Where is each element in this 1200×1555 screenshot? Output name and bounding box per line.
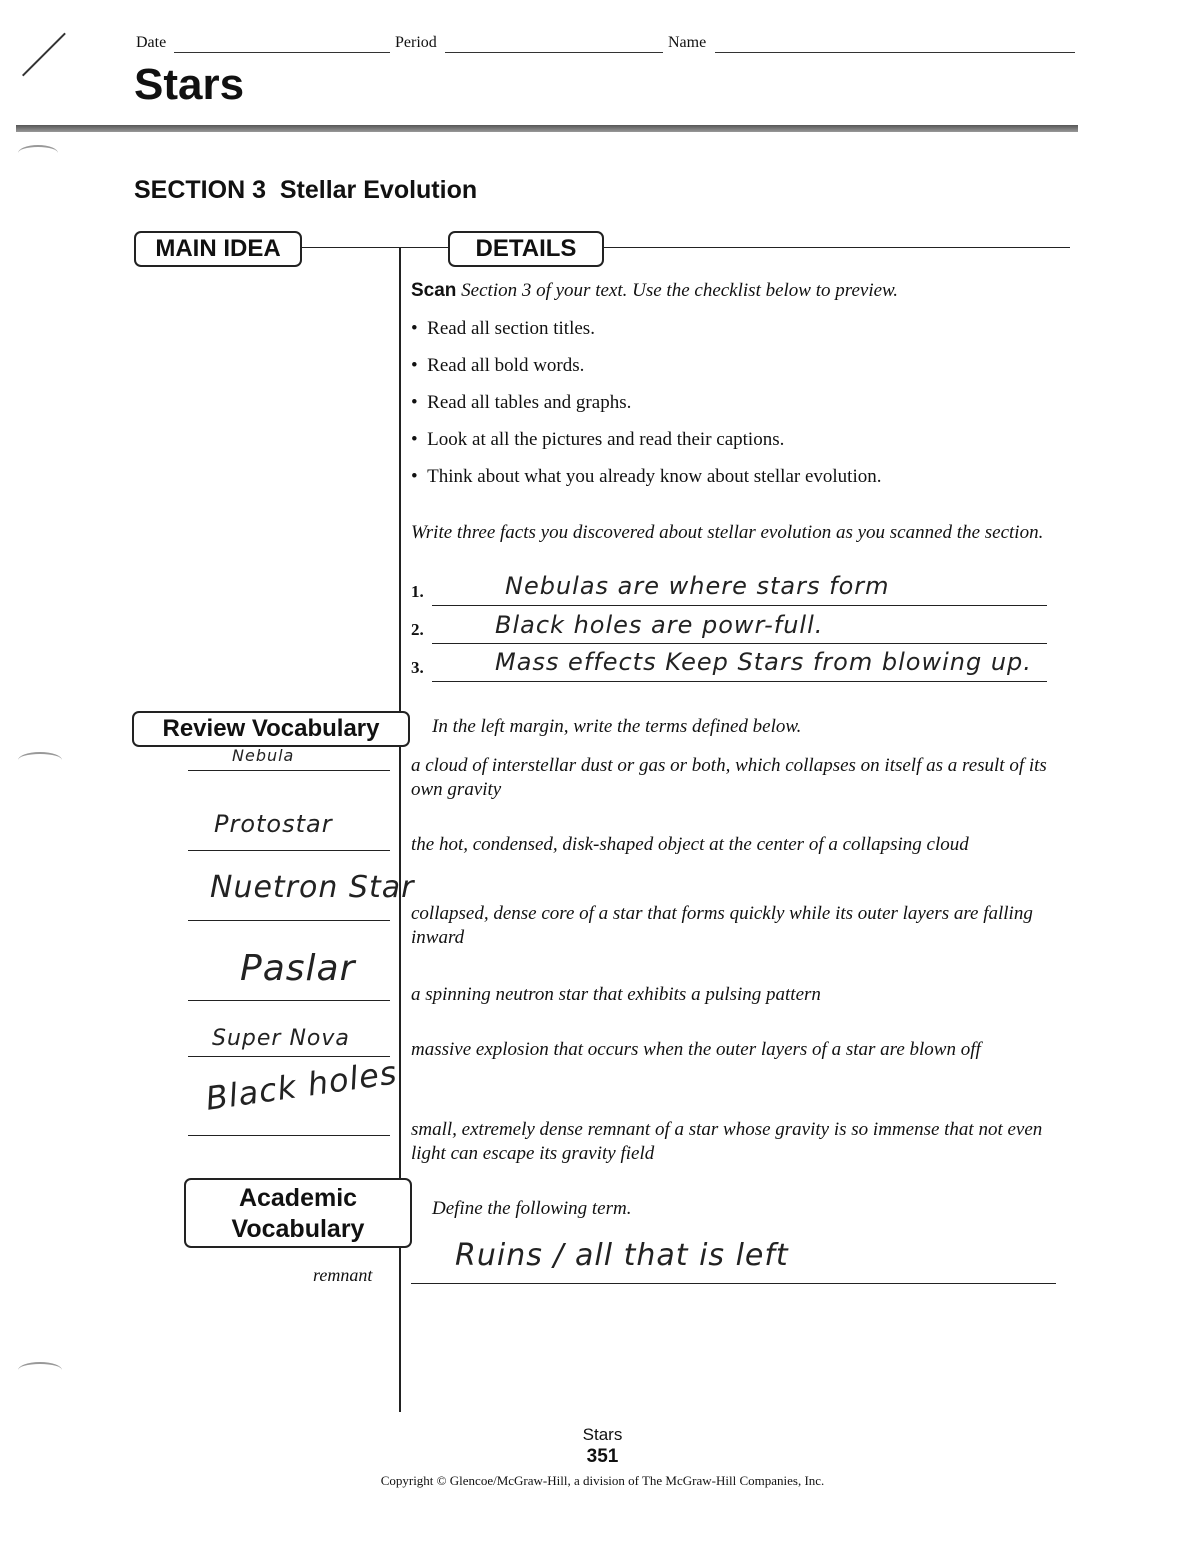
vocab-term-line[interactable] — [188, 850, 390, 851]
academic-vocabulary-line1: Academic — [238, 1184, 358, 1212]
checklist-item: • Read all bold words. — [411, 355, 585, 376]
vocab-term-answer: Black holes — [203, 1053, 400, 1118]
checklist-item: • Read all section titles. — [411, 318, 595, 339]
copyright: Copyright © Glencoe/McGraw-Hill, a division of The McGraw-Hill Companies, Inc. — [380, 1473, 825, 1488]
fact-answer-line[interactable] — [432, 681, 1047, 682]
review-vocabulary-label: Review Vocabulary — [132, 711, 410, 747]
fact-answer: Nebulas are where stars form — [505, 572, 890, 600]
vocab-definition: collapsed, dense core of a star that forms quickly while its outer layers are falling inward — [411, 903, 1033, 948]
date-label: Date — [136, 34, 167, 51]
footer-book: Stars — [582, 1425, 623, 1444]
main-idea-label: MAIN IDEA — [134, 231, 302, 267]
pen-mark — [22, 33, 66, 77]
fact-number: 1. — [411, 582, 424, 601]
section-heading: SECTION 3 Stellar Evolution — [134, 176, 478, 204]
checklist-text: Read all tables and graphs. — [427, 392, 632, 413]
vocab-term-line[interactable] — [188, 920, 390, 921]
name-label: Name — [668, 34, 707, 51]
checklist-text: Think about what you already know about stellar evolution. — [427, 466, 882, 487]
period-label: Period — [395, 34, 437, 51]
checklist-text: Look at all the pictures and read their captions. — [427, 429, 785, 450]
fact-answer-line[interactable] — [432, 643, 1047, 644]
scan-text: Section 3 of your text. Use the checklist below to preview. — [461, 280, 899, 301]
page-title: Stars — [134, 60, 245, 109]
fact-answer: Mass effects Keep Stars from blowing up. — [495, 648, 1032, 676]
vocab-term-line[interactable] — [188, 1056, 390, 1057]
academic-vocabulary-instruction: Define the following term. — [432, 1198, 632, 1219]
academic-vocabulary-line2: Vocabulary — [231, 1215, 365, 1243]
fact-answer-line[interactable] — [432, 605, 1047, 606]
vocab-term-answer: Paslar — [240, 948, 356, 989]
name-field[interactable] — [715, 52, 1075, 53]
facts-prompt: Write three facts you discovered about stellar evolution as you scanned the section. — [411, 522, 1044, 543]
scan-lead: Scan — [411, 280, 457, 301]
vocab-term-line[interactable] — [188, 770, 390, 771]
period-field[interactable] — [445, 52, 663, 53]
vocab-definition: a spinning neutron star that exhibits a pulsing pattern — [411, 984, 821, 1005]
vocab-term-answer: Nebula — [232, 746, 295, 765]
details-label: DETAILS — [448, 231, 604, 267]
binder-hole — [18, 752, 62, 768]
vocab-term-answer: Super Nova — [212, 1026, 350, 1051]
fact-number: 2. — [411, 620, 424, 639]
date-field[interactable] — [174, 52, 390, 53]
review-vocabulary-instruction: In the left margin, write the terms defined below. — [432, 716, 802, 737]
fact-number: 3. — [411, 658, 424, 677]
checklist-text: Read all section titles. — [427, 318, 595, 339]
scan-instruction — [411, 280, 1071, 302]
academic-definition-line[interactable] — [411, 1283, 1056, 1284]
checklist-item: • Think about what you already know about stellar evolution. — [411, 466, 882, 487]
checklist-item: • Look at all the pictures and read their captions. — [411, 429, 785, 450]
academic-vocabulary-label — [184, 1178, 412, 1248]
details-rule — [604, 247, 1070, 248]
vocab-definition: massive explosion that occurs when the outer layers of a star are blown off — [411, 1039, 981, 1060]
main-idea-rule — [302, 247, 448, 248]
vocab-definition: a cloud of interstellar dust or gas or both, which collapses on itself as a result of its own gravity — [411, 755, 1047, 800]
vocab-term-line[interactable] — [188, 1135, 390, 1136]
page-number: 351 — [586, 1446, 619, 1467]
vocab-definition: small, extremely dense remnant of a star whose gravity is so immense that not even light can escape its gravity field — [411, 1119, 1043, 1164]
vocab-term-answer: Nuetron Star — [210, 870, 415, 905]
checklist-item: • Read all tables and graphs. — [411, 392, 632, 413]
title-rule — [16, 125, 1078, 132]
vocab-term-answer: Protostar — [214, 810, 333, 838]
fact-answer: Black holes are powr-full. — [495, 611, 824, 639]
binder-hole — [18, 145, 58, 161]
vocab-term-line[interactable] — [188, 1000, 390, 1001]
vocab-definition: the hot, condensed, disk-shaped object at the center of a collapsing cloud — [411, 834, 969, 855]
academic-term-answer: Ruins / all that is left — [455, 1238, 789, 1273]
checklist-text: Read all bold words. — [427, 355, 585, 376]
binder-hole — [18, 1362, 62, 1378]
academic-term: remnant — [313, 1265, 373, 1285]
